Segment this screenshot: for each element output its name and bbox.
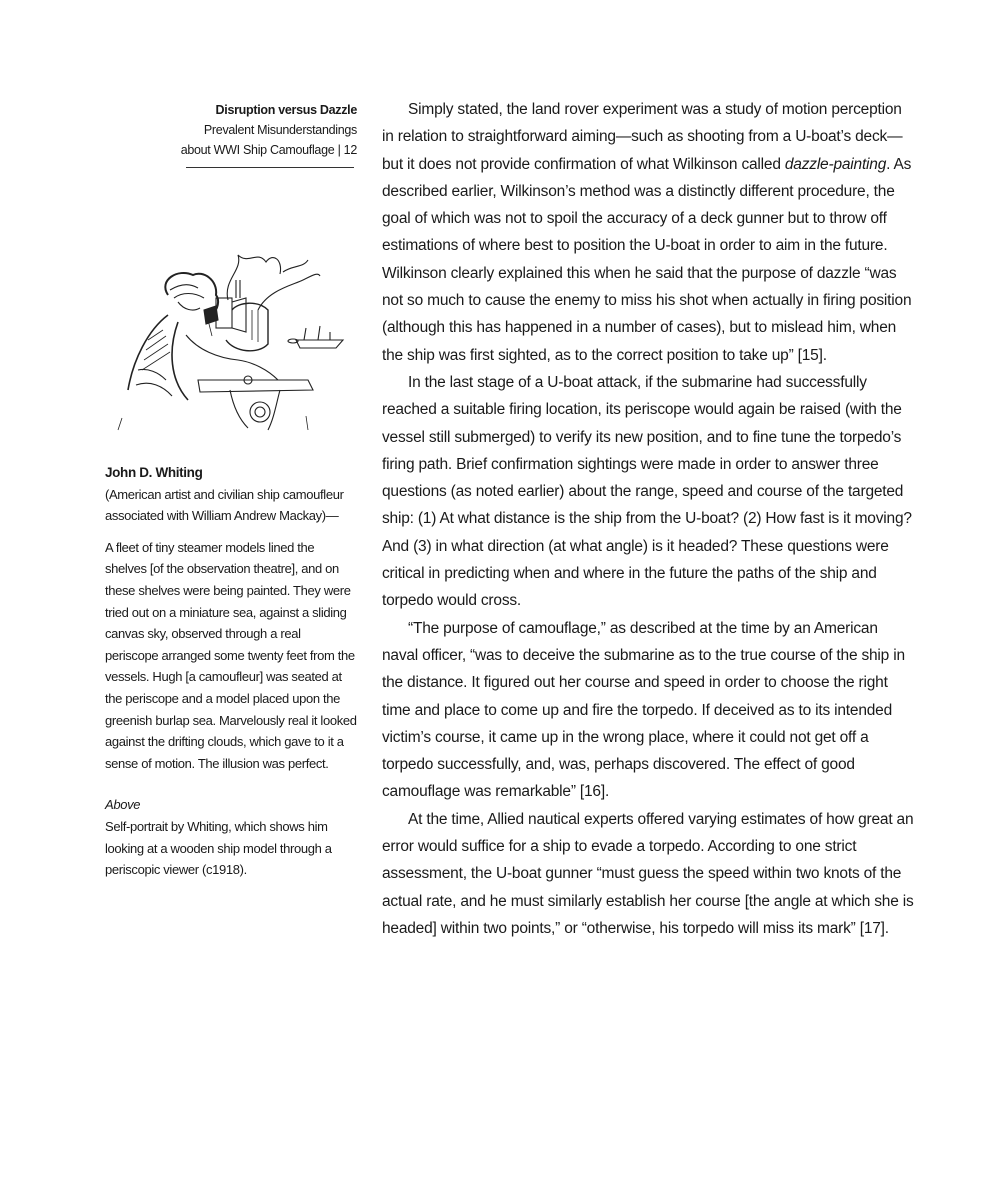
running-subtitle-line2: about WWI Ship Camouflage | 12 [180,143,357,157]
paragraph-1-text-b: . As described earlier, Wilkinson’s method was a distinctly different procedure, the goal of which was not to spoil the accuracy of a deck gunner but to throw off estimations of where best to position the U-boat in order to aim in the future. Wilkinson clearly explained this when he said that the purpose of dazzle “was not so much to cause the enemy to miss his shot when actually in firing position (although this has happened in a number of cases), but to mislead him, when the ship was first sighted, as to the correct position to take up” [15]. [382,155,912,364]
body-paragraph-1 [382,96,916,369]
image-caption-text: Self-portrait by Whiting, which shows him looking at a wooden ship model through a periscopic viewer (c1918). [105,818,332,878]
sidebar-quote-block [105,462,357,881]
running-header [150,100,357,160]
main-body-text [382,96,916,942]
running-subtitle-line1: Prevalent Misunderstandings [203,123,357,137]
image-caption-label: Above [105,797,141,813]
self-portrait-illustration [108,240,368,440]
body-paragraph-3: “The purpose of camouflage,” as described at the time by an American naval officer, “was to deceive the submarine as to the true course of the ship in the distance. It figured out her course and speed in order to choose the right time and place to come up and fire the torpedo. If deceived as to its intended victim’s course, it came up in the wrong place, where it could not get off a torpedo successfully, and, was, perhaps discovered. The effect of good camouflage was remarkable” [16]. [382,619,905,801]
header-divider [186,167,354,168]
body-paragraph-4: At the time, Allied nautical experts offered varying estimates of how great an error would suffice for a ship to evade a torpedo. According to one strict assessment, the U-boat gunner “must guess the speed within two knots of the actual rate, and he must similarly establish her course [the angle at which she is headed] within two points,” or “otherwise, his torpedo will miss its mark” [17]. [382,810,914,937]
paragraph-1-emphasis: dazzle-painting [784,155,887,173]
quote-author-role: (American artist and civilian ship camoufleur associated with William Andrew Mackay)— [105,486,344,524]
section-title: Disruption versus Dazzle [215,103,357,117]
body-paragraph-2: In the last stage of a U-boat attack, if the submarine had successfully reached a suitable firing location, its periscope would again be raised (with the vessel still submerged) to verify its new position, and to fine tune the torpedo’s firing path. Brief confirmation sightings were made in order to answer three questions (as noted earlier) about the range, speed and course of the targeted ship: (1) At what distance is the ship from the U-boat? (2) How fast is it moving? And (3) in what direction (at what angle) is it headed? These questions were critical in predicting when and where in the future the paths of the ship and torpedo would cross. [382,373,912,610]
paragraph-1-text-a: Simply stated, the land rover experiment was a study of motion perception in relation to straightforward aiming—such as shooting from a U-boat’s deck—but it does not provide confirmation of what Wilkinson called [382,101,903,173]
quote-author-name: John D. Whiting [105,465,203,480]
sidebar-quote-text: A fleet of tiny steamer models lined the shelves [of the observation theatre], and on these shelves were being painted. They were tried out on a miniature sea, against a sliding canvas sky, observed through a real periscope arranged some twenty feet from the vessels. Hugh [a camoufleur] was seated at the periscope and a model placed upon the greenish burlap sea. Marvelously real it looked against the drifting clouds, which gave to it a sense of motion. The illusion was perfect. [105,539,357,771]
